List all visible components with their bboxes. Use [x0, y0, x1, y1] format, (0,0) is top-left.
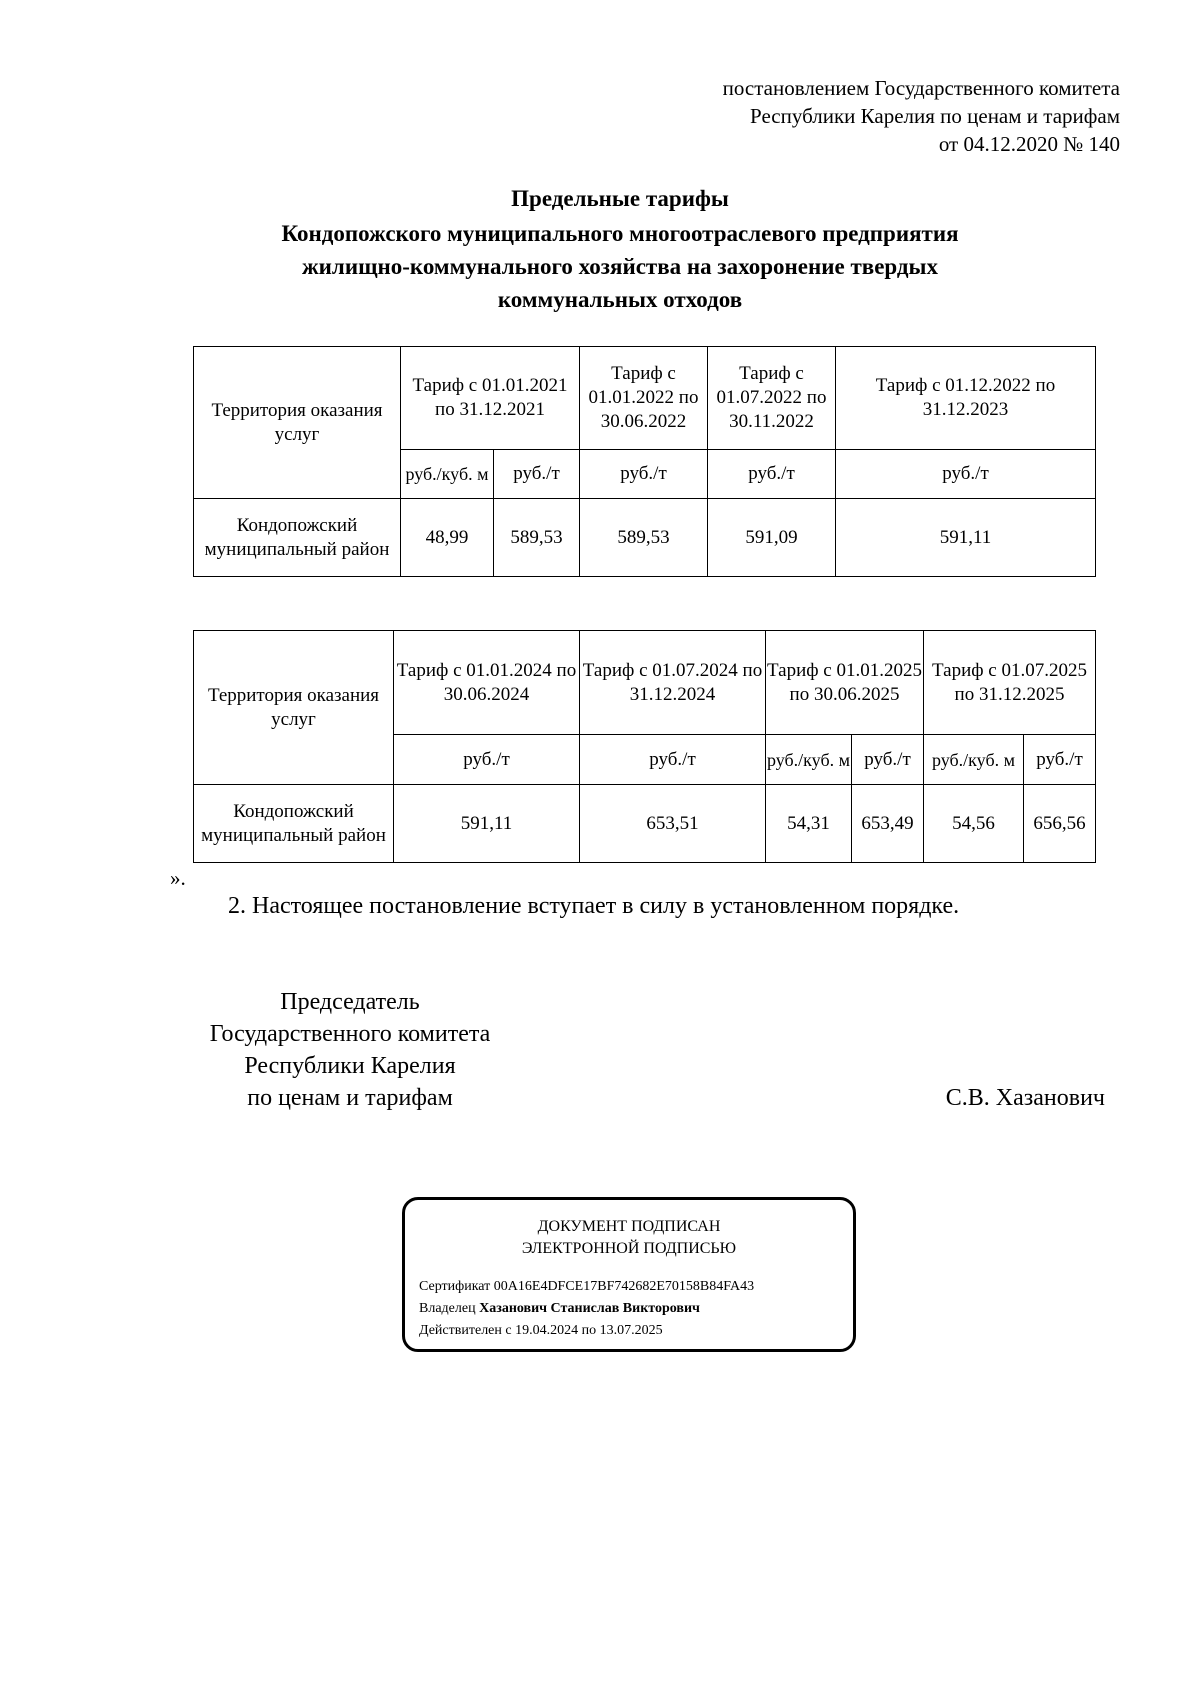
- title-line-1: Предельные тарифы: [511, 186, 729, 211]
- tariff-value: 48,99: [401, 499, 494, 577]
- approval-reference: [520, 74, 1120, 158]
- validity-to-date: 13.07.2025: [599, 1323, 663, 1338]
- table-row: [194, 499, 1096, 577]
- closing-quote: ».: [170, 866, 186, 890]
- tariff-value: 54,56: [924, 785, 1024, 863]
- title-line-2: Кондопожского муниципального многоотраслевого предприятия: [281, 221, 959, 246]
- unit-header: руб./куб. м: [401, 450, 494, 499]
- tariff-value: 54,31: [766, 785, 852, 863]
- unit-header: руб./куб. м: [766, 735, 852, 785]
- tariff-value: 589,53: [494, 499, 580, 577]
- owner-value: Хазанович Станислав Викторович: [479, 1301, 700, 1316]
- stamp-details: [419, 1276, 754, 1342]
- signatory-name: С.В. Хазанович: [945, 1085, 1105, 1111]
- period-header: Тариф с 01.12.2022 по 31.12.2023: [836, 347, 1096, 450]
- unit-header: руб./т: [580, 450, 708, 499]
- tariff-value: 591,11: [836, 499, 1096, 577]
- validity-from-date: 19.04.2024: [515, 1323, 579, 1338]
- stamp-owner-line: [419, 1298, 754, 1320]
- title-line-3: жилищно-коммунального хозяйства на захоронение твердых: [302, 254, 938, 279]
- period-header: Тариф с 01.01.2022 по 30.06.2022: [580, 347, 708, 450]
- tariff-value: 653,49: [852, 785, 924, 863]
- tariff-table-2021-2023: [193, 346, 1096, 577]
- tariff-table-2024-2025: [193, 630, 1096, 863]
- unit-header: руб./т: [708, 450, 836, 499]
- approval-line-3: от 04.12.2020 № 140: [938, 132, 1120, 156]
- tariff-value: 591,09: [708, 499, 836, 577]
- unit-header: руб./т: [852, 735, 924, 785]
- tariff-value: 589,53: [580, 499, 708, 577]
- clause-2: 2. Настоящее постановление вступает в силу в установленном порядке.: [228, 893, 960, 919]
- validity-to-word: по: [581, 1323, 597, 1338]
- signatory-title: [150, 986, 550, 1114]
- tariff-value: 653,51: [580, 785, 766, 863]
- stamp-title-line-1: ДОКУМЕНТ ПОДПИСАН: [537, 1218, 721, 1235]
- table-row: [194, 785, 1096, 863]
- unit-header: руб./т: [580, 735, 766, 785]
- territory-header: Территория оказания услуг: [194, 347, 401, 499]
- signatory-line-2: Государственного комитета: [209, 1021, 491, 1047]
- tariff-value: 591,11: [394, 785, 580, 863]
- signatory-line-3: Республики Карелия: [244, 1053, 456, 1079]
- period-header: Тариф с 01.07.2025 по 31.12.2025: [924, 631, 1096, 735]
- stamp-title-line-2: ЭЛЕКТРОННОЙ ПОДПИСЬЮ: [521, 1240, 737, 1257]
- approval-line-2: Республики Карелия по ценам и тарифам: [750, 104, 1120, 128]
- certificate-label: Сертификат: [419, 1279, 491, 1294]
- owner-label: Владелец: [419, 1301, 476, 1316]
- period-header: Тариф с 01.01.2025 по 30.06.2025: [766, 631, 924, 735]
- unit-header: руб./т: [394, 735, 580, 785]
- period-header: Тариф с 01.01.2024 по 30.06.2024: [394, 631, 580, 735]
- unit-header: руб./куб. м: [924, 735, 1024, 785]
- certificate-value: 00A16E4DFCE17BF742682E70158B84FA43: [493, 1279, 755, 1294]
- territory-header: Территория оказания услуг: [194, 631, 394, 785]
- territory-cell: Кондопожский муниципальный район: [194, 499, 401, 577]
- title-line-4: коммунальных отходов: [497, 287, 743, 312]
- period-header: Тариф с 01.07.2022 по 30.11.2022: [708, 347, 836, 450]
- territory-cell: Кондопожский муниципальный район: [194, 785, 394, 863]
- stamp-certificate-line: [419, 1276, 754, 1298]
- period-header: Тариф с 01.01.2021 по 31.12.2021: [401, 347, 580, 450]
- validity-from-word: с: [505, 1323, 512, 1338]
- tariff-value: 656,56: [1024, 785, 1096, 863]
- stamp-validity-line: [419, 1320, 754, 1342]
- period-header: Тариф с 01.07.2024 по 31.12.2024: [580, 631, 766, 735]
- signatory-line-4: по ценам и тарифам: [247, 1085, 453, 1111]
- unit-header: руб./т: [494, 450, 580, 499]
- signatory-line-1: Председатель: [280, 989, 420, 1015]
- stamp-title: [405, 1216, 853, 1260]
- unit-header: руб./т: [836, 450, 1096, 499]
- document-title: [180, 182, 1060, 316]
- approval-line-1: постановлением Государственного комитета: [722, 76, 1120, 100]
- electronic-signature-stamp: [402, 1197, 856, 1352]
- unit-header: руб./т: [1024, 735, 1096, 785]
- validity-label: Действителен: [419, 1323, 502, 1338]
